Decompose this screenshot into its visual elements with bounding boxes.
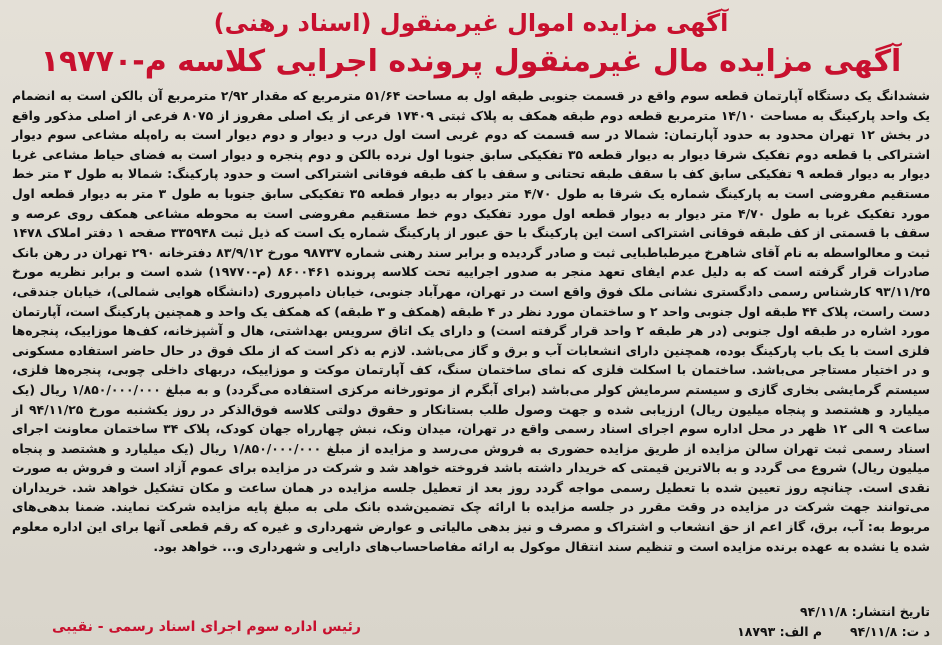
- notice-body: ششدانگ یک دستگاه آپارتمان قطعه سوم واقع در قسمت جنوبی طبقه اول به مساحت ۵۱/۶۴ مترمربع که مقدار ۲/۹۲ مترمربع آن بالکن است به انضمام یک واحد پارکینگ به مساحت ۱۴/۱۰ مترمربع قطعه دوم طبقه همکف به پلاک ثبتی ۱۷۴۰۹ فرعی از یک اصلی مفروز از ۸۰۷۵ فرعی از اصلی مذکور واقع در بخش ۱۲ تهران محدود به حدود آپارتمان: شمالا در سه قسمت که دوم غربی است اول درب و دیوار و دوم دیوار است به راه‌پله مشاعی سوم دیوار اشتراکی با قطعه دوم تفکیک شرقا دیوار به دیوار قطعه ۳۵ تفکیکی سابق جنوبا اول نرده بالکن و دوم پنجره و دیوار است به فضای حیاط مشاعی غربا دیوار به دیوار قطعه ۹ تفکیکی سابق کف با سقف طبقه تحتانی و سقف با کف طبقه فوقانی اشتراکی است و حدود پارکینگ: شمالا به طول ۳ متر خط مستقیم مفروضی است به پارکینگ شماره یک شرقا به طول ۴/۷۰ متر دیوار به دیوار قطعه ۳۵ تفکیکی سابق جنوبا به طول ۳ متر به دیوار قطعه اول مورد تفکیک غربا به طول ۴/۷۰ متر دیوار به دیوار قطعه اول مورد تفکیک دوم خط مستقیم مفروضی است به محوطه مشاعی همکف روی عرصه و سقف با قسمتی از کف طبقه فوقانی اشتراکی است این پارکینگ با حق عبور از پارکینگ شماره یک است که ذیل ثبت ۳۳۵۹۴۸ صفحه ۱ دفتر املاک ۱۴۷۸ ثبت و معالواسطه به نام آقای شاهرخ میرطباطبایی ثبت و صادر گردیده و برابر سند رهنی شماره ۹۸۷۳۷ مورخ ۸۳/۹/۱۲ دفترخانه ۲۹۰ تهران در رهن بانک صادرات قرار گرفته است که به دلیل عدم ایفای تعهد منجر به صدور اجراییه تحت کلاسه پرونده ۸۶۰۰۴۶۱ (م-۱۹۷۷۰) شده است و برابر نظریه مورخ ۹۳/۱۱/۲۵ کارشناس رسمی دادگستری نشانی ملک فوق واقع است در تهران، مهرآباد جنوبی، خیابان دامپروری (دانشگاه هوایی شمالی)، خیابان جندقی، دست راست، پلاک ۴۴ طبقه اول جنوبی واحد ۲ و ساختمان مورد نظر در ۴ طبقه (همکف و ۳ طبقه) که همکف یک واحد و همچنین پارکینگ است، آپارتمان مورد اشاره در طبقه اول جنوبی (در هر طبقه ۲ واحد قرار گرفته است) و دارای یک اتاق سرویس بهداشتی، هال و آشپزخانه، کف‌ها موزاییک، پنجره‌ها فلزی است با یک باب پارکینگ بوده، همچنین دارای انشعابات آب و برق و گاز می‌باشد. لازم به ذکر است که از ملک فوق در حال حاضر استفاده مسکونی و در اختیار مستاجر می‌باشد. ساختمان با اسکلت فلزی که نمای ساختمان سنگ، کف آپارتمان موکت و موزاییک، دربهای داخلی چوبی، پنجره‌ها فلزی، سیستم گرمایشی بخاری گازی و سیستم سرمایش کولر می‌باشد (برای آبگرم از موتورخانه مرکزی استفاده می‌گردد) و به مبلغ ۱/۸۵۰/۰۰۰/۰۰۰ ریال (یک میلیارد و هشتصد و پنجاه میلیون ریال) ارزیابی شده و جهت وصول طلب بستانکار و حقوق دولتی کلاسه فوق‌الذکر در روز یکشنبه مورخ ۹۴/۱۱/۲۵ از ساعت ۹ الی ۱۲ ظهر در محل اداره سوم اجرای اسناد رسمی واقع در تهران، میدان ونک، نبش چهارراه جهان کودک، پلاک ۳۴ ساختمان معاونت اجرای اسناد رسمی ثبت تهران سالن مزایده از طریق مزایده حضوری به فروش می‌رسد و مزایده از مبلغ ۱/۸۵۰/۰۰۰/۰۰۰ ریال (یک میلیارد و هشتصد و پنجاه میلیون ریال) شروع می گردد و به بالاترین قیمتی که خریدار داشته باشد فروخته خواهد شد و شرکت در مزایده برای عموم آزاد است و فروش به صورت نقدی است. چنانچه روز تعیین شده با تعطیل رسمی مواجه گردد روز بعد از تعطیل جلسه مزایده در همان ساعت و مکان تشکیل خواهد شد. خریداران می‌توانند جهت شرکت در مزایده در وقت مقرر در جلسه مزایده با ارائه چک تضمین‌شده بانک ملی به مبلغ پایه مزایده شرکت نمایند. ضمنا بدهی‌های مربوط به: آب، برق، گاز اعم از حق انشعاب و اشتراک و مصرف و نیز بدهی مالیاتی و عوارض شهرداری و غیره که رقم قطعی آنها برای این اداره معلوم شده یا نشده به عهده برنده مزایده است و تنظیم سند انتقال موکول به ارائه مفاصاحساب‌های دارایی و شهرداری و... خواهد بود.: [12, 88, 931, 554]
- notice-title: آگهی مزایده اموال غیرمنقول (اسناد رهنی): [213, 9, 729, 37]
- notice-footer: [12, 601, 930, 641]
- footer-row-publication: [12, 601, 930, 621]
- dt-date: د ت: ۹۴/۱۱/۸: [850, 623, 930, 639]
- notice-subtitle: آگهی مزایده مال غیرمنقول پرونده اجرایی کلاسه م-۱۹۷۷۰: [40, 44, 902, 79]
- file-number: م الف: ۱۸۷۹۳: [737, 623, 823, 639]
- signer-name: رئیس اداره سوم اجرای اسناد رسمی - نقیبی: [52, 619, 361, 635]
- publication-date: تاریخ انتشار: ۹۴/۱۱/۸: [800, 603, 930, 619]
